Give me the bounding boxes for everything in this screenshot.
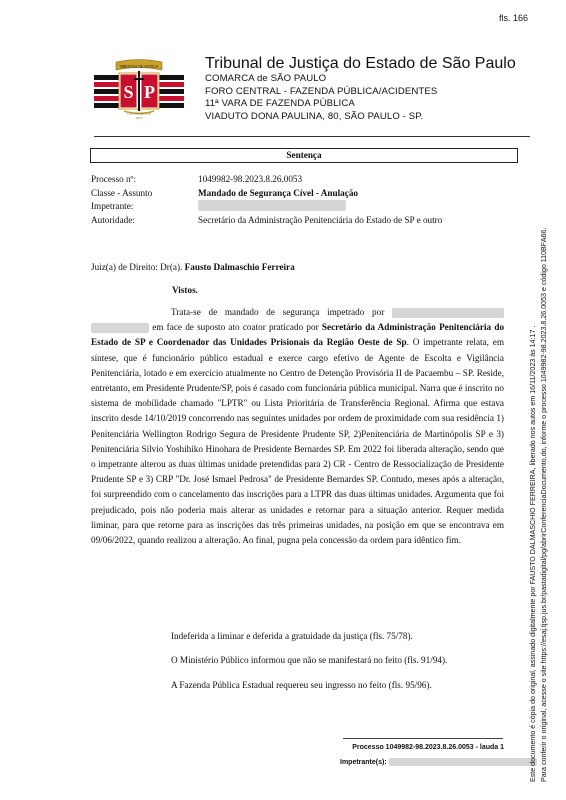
case-number: 1049982-98.2023.8.26.0053 — [198, 174, 303, 184]
case-info-row — [91, 173, 442, 187]
redacted-petitioner — [198, 200, 346, 211]
case-info-row — [91, 200, 442, 214]
emblem-motto: LEX PRVDENTIA — [127, 111, 151, 116]
emblem-letter-s: S — [123, 82, 134, 102]
paragraph-text: . O impetrante relata, em síntese, que é funcionário público estadual e exerce cargo efetivo de Agente de Escolta e Vigilância Penitenciária, lotado e em exercício atualmente no Centro de Detenção Provisória II de Pacaembu – SP. Reside, entretanto, em Presidente Prudente/SP, pois é casado com funcionária pública municipal. Narra que é inscrito no sistema de mobilidade chamado "LPTR" ou Lista Prioritária de Transferência Regional. Afirma que estava inscrito desde 14/10/2019 concorrendo nas seguintes unidades por ordem de proximidade com sua residência 1) Penitenciária Wellington Rodrigo Segura de Presidente Prudente SP, 2)Penitenciária de Martinópolis SP e 3) Penitenciária Silvio Yoshihiko Hinohara de Presidente Bernardes SP. Em 2022 foi liberada alteração, sendo que o impetrante alterou as duas últimas unidade pretendidas para 2) CR - Centro de Ressocialização de Presidente Prudente SP e 3) CRP "Dr. José Ismael Pedrosa" de Presidente Bernardes SP. Contudo, meses após a alteração, foi surpreendido com o cancelamento das inscrições para a LTPR das duas últimas unidades. Argumenta que foi prejudicado, pois não poderia mais alterar as unidades e retornar para a situação anterior. Requer medida liminar, para que retorne para as inscrições das três primeiras unidades, na posição em que se encontrava em 09/06/2022, quando realizou a alteração. Ao final, pugna pela concessão da ordem para idêntico fim. — [91, 337, 504, 546]
vistos-heading: Vistos. — [172, 285, 198, 295]
court-header — [205, 54, 516, 123]
header-line-vara: 11ª VARA DE FAZENDA PÚBLICA — [205, 98, 355, 109]
paragraph-text: em face de suposto ato coator praticado por — [152, 322, 319, 333]
redacted-name — [91, 323, 149, 333]
report-text — [91, 305, 504, 548]
header-divider — [94, 136, 530, 137]
case-info-label: Autoridade: — [91, 214, 135, 225]
paragraph-liminar: Indeferida a liminar e deferida a gratuidade da justiça (fls. 75/78). — [171, 631, 413, 641]
case-info-label: Processo nº: — [91, 174, 136, 184]
footer-petitioner — [340, 758, 537, 766]
paragraph-report — [91, 305, 504, 548]
header-line-foro: FORO CENTRAL - FAZENDA PÚBLICA/ACIDENTES — [205, 85, 438, 97]
footer-process: Processo 1049982-98.2023.8.26.0053 - lauda 1 — [352, 744, 504, 751]
emblem-year: 1874 — [136, 116, 142, 120]
signature-line: Este documento é cópia do original, assinado digitalmente por FAUSTO DALMASCHIO FERREIRA, liberado nos autos em 16/11/2023 às 14:17 . — [529, 325, 537, 782]
digital-signature-note — [528, 142, 550, 782]
paragraph-bold-text: Secretário da Administração Penitenciária do Estado de SP e Coordenador das Unidades Prisionais da Região Oeste de Sp — [91, 322, 505, 348]
footer-petitioner-label: Impetrante(s): — [340, 758, 387, 766]
judge-prefix: Juiz(a) de Direito: Dr(a). — [91, 262, 183, 272]
case-info-row — [91, 187, 442, 201]
emblem-banner: TRIBUNAL DE JUSTIÇA — [119, 65, 159, 69]
header-line-comarca: COMARCA de SÃO PAULO — [205, 73, 327, 84]
page-number: fls. 166 — [498, 13, 528, 23]
paragraph-ministerio: O Ministério Público informou que não se manifestará no feito (fls. 91/94). — [171, 655, 448, 665]
redacted-footer-name — [389, 758, 537, 766]
judge-name: Fausto Dalmaschio Ferreira — [184, 262, 295, 272]
case-authority: Secretário da Administração Penitenciária do Estado de SP e outro — [198, 214, 443, 225]
case-class: Mandado de Segurança Cível - Anulação — [198, 187, 359, 198]
case-info-label: Impetrante: — [91, 201, 134, 212]
case-info-row — [91, 214, 442, 228]
redacted-name — [392, 308, 504, 318]
judge-line — [91, 262, 295, 272]
document-type-box: Sentença — [90, 148, 518, 163]
verification-line: Para conferir o original, acesse o site https://esaj.tjsp.jus.br/pastadigital/pg/abrirConferenciaDocumento.do, informe o processo 1049982-98.2023.8.26.0053 e código 110BFA66. — [540, 227, 548, 782]
court-emblem — [94, 58, 184, 120]
case-info — [91, 173, 442, 227]
paragraph-text: Trata-se de mandado de segurança impetrado por — [171, 307, 385, 317]
court-title: Tribunal de Justiça do Estado de São Paulo — [205, 55, 516, 72]
header-line-address: VIADUTO DONA PAULINA, 80, SÃO PAULO - SP. — [205, 110, 424, 122]
footer-divider — [343, 738, 503, 739]
paragraph-fazenda: A Fazenda Pública Estadual requereu seu ingresso no feito (fls. 95/96). — [171, 680, 432, 690]
case-info-label: Classe - Assunto — [91, 187, 153, 198]
emblem-letter-p: P — [144, 82, 155, 102]
